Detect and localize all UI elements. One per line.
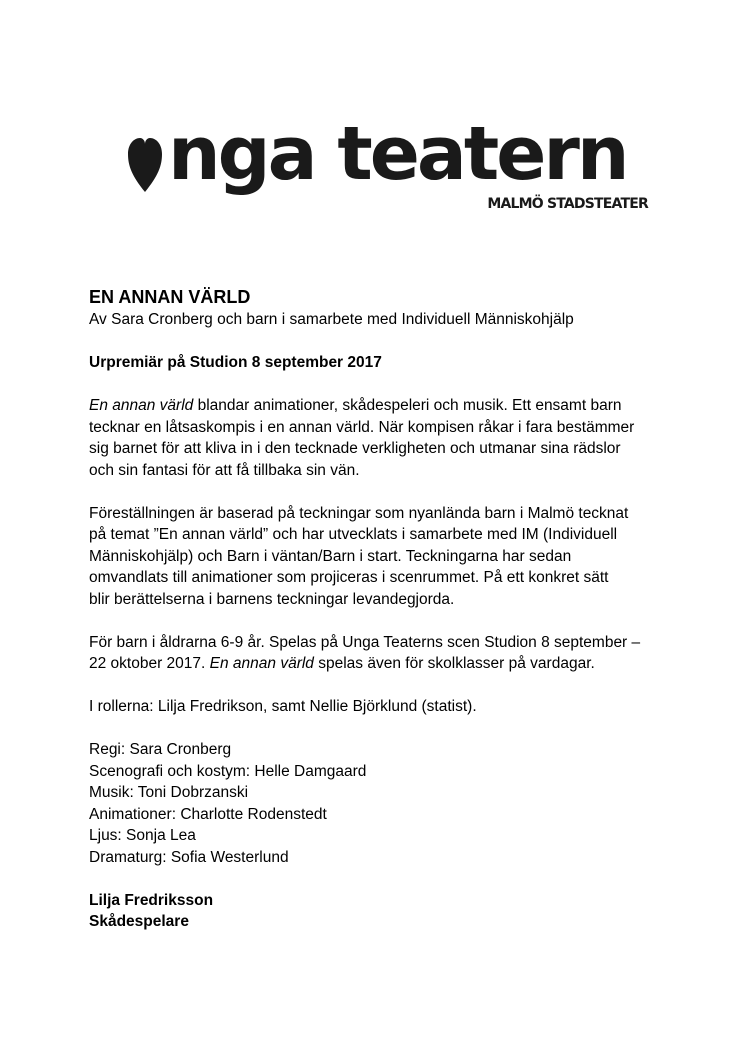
paragraph-3: För barn i åldrarna 6-9 år. Spelas på Unga Teaterns scen Studion 8 september – 22 oktober 2017. En annan värld spelas även för skolklasser på vardagar. bbox=[89, 633, 641, 672]
byline: Av Sara Cronberg och barn i samarbete med Individuell Människohjälp bbox=[89, 311, 574, 328]
logo-wordmark: nga teatern bbox=[168, 111, 627, 197]
cast-line: I rollerna: Lilja Fredrikson, samt Nellie Björklund (statist). bbox=[89, 698, 477, 715]
premiere-line: Urpremiär på Studion 8 september 2017 bbox=[89, 354, 382, 371]
unga-teatern-logo bbox=[128, 108, 658, 218]
credit-item: Scenografi och kostym: Helle Damgaard bbox=[89, 762, 367, 780]
credits-list bbox=[89, 739, 669, 868]
credit-item: Dramaturg: Sofia Westerlund bbox=[89, 848, 289, 866]
document-body bbox=[89, 285, 669, 933]
page-title: EN ANNAN VÄRLD bbox=[89, 287, 251, 307]
signature-role: Skådespelare bbox=[89, 913, 189, 930]
paragraph-1: En annan värld blandar animationer, skådespeleri och musik. Ett ensamt barn tecknar en låtsaskompis i en annan värld. När kompisen råkar i fara bestämmer sig barnet för att kliva in i den tecknade verkligheten och utmanar sina rädslor och sin fantasi för att få tillbaka sin vän. bbox=[89, 397, 635, 479]
credit-item: Musik: Toni Dobrzanski bbox=[89, 784, 249, 801]
heart-icon bbox=[128, 130, 162, 204]
italic-title: En annan värld bbox=[89, 397, 194, 414]
credit-item: Ljus: Sonja Lea bbox=[89, 827, 196, 844]
credit-item: Animationer: Charlotte Rodenstedt bbox=[89, 805, 327, 823]
logo-subtitle: MALMÖ STADSTEATER bbox=[487, 196, 648, 212]
italic-title: En annan värld bbox=[209, 655, 314, 672]
signature-name: Lilja Fredriksson bbox=[89, 891, 214, 909]
credit-item: Regi: Sara Cronberg bbox=[89, 741, 232, 758]
paragraph-2: Föreställningen är baserad på teckningar som nyanlända barn i Malmö tecknat på temat ”En annan värld” och har utvecklats i samarbete med IM (Individuell Människohjälp) och Barn i väntan/Barn i start. Teckningarna har sedan omvandlats till animationer som projiceras i scenrummet. På ett konkret sätt blir berättelserna i barnens teckningar levandegjorda. bbox=[89, 504, 629, 608]
